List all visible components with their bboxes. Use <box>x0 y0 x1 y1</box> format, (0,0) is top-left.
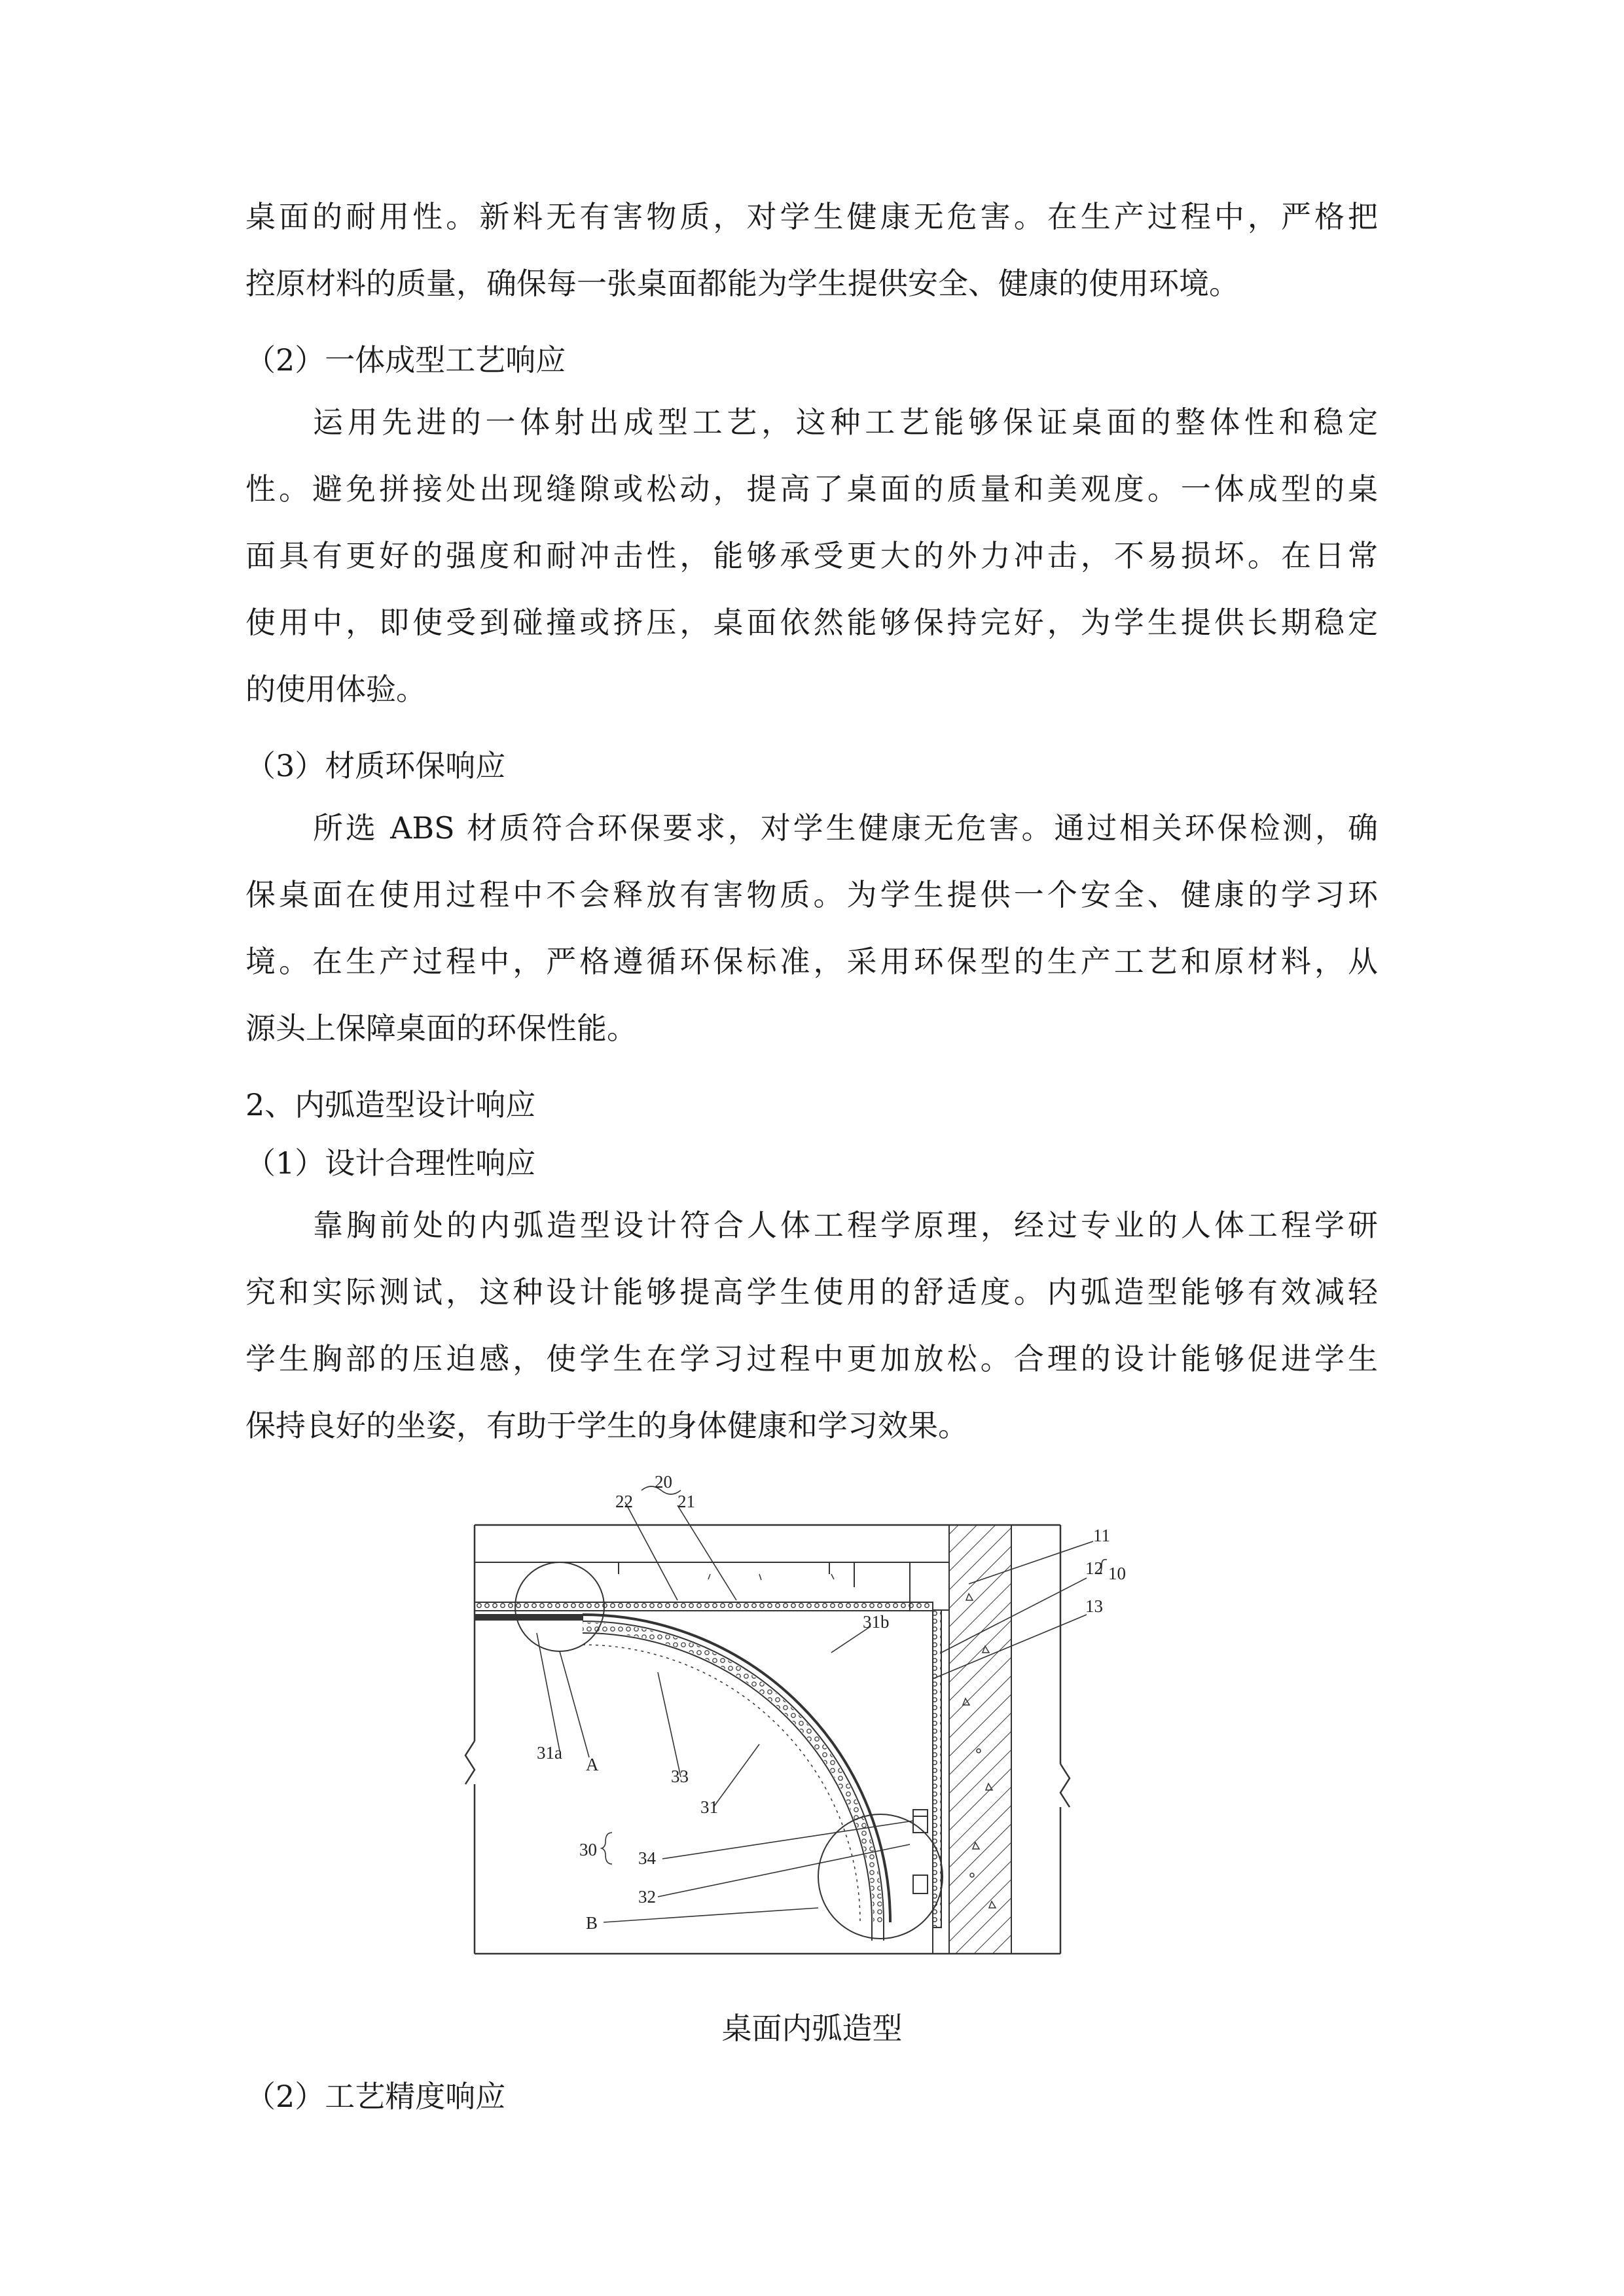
paragraph-3-line-1: 所选 ABS 材质符合环保要求，对学生健康无危害。通过相关环保检测，确 <box>313 810 1378 846</box>
figure-caption: 桌面内弧造型 <box>721 2011 903 2046</box>
label-13: 13 <box>1085 1596 1103 1616</box>
label-20: 20 <box>655 1476 672 1492</box>
paragraph-4-line-3: 学生胸部的压迫感，使学生在学习过程中更加放松。合理的设计能够促进学生 <box>245 1341 1378 1376</box>
paragraph-3-line-2: 保桌面在使用过程中不会释放有害物质。为学生提供一个安全、健康的学习环 <box>245 877 1378 912</box>
desk-edge-31a <box>475 1615 583 1620</box>
label-30: 30 <box>579 1840 597 1859</box>
label-32: 32 <box>638 1887 656 1907</box>
top-board-beaded <box>475 1602 933 1611</box>
label-a: A <box>586 1755 599 1774</box>
label-34: 34 <box>638 1848 656 1868</box>
paragraph-4-line-4: 保持良好的坐姿，有助于学生的身体健康和学习效果。 <box>245 1408 968 1443</box>
label-21: 21 <box>677 1492 695 1511</box>
section-heading-material-eco: （3）材质环保响应 <box>245 748 506 783</box>
label-b: B <box>586 1913 598 1933</box>
paragraph-3-line-4: 源头上保障桌面的环保性能。 <box>245 1011 637 1046</box>
desk-inner-arc-figure <box>452 1476 1132 1973</box>
paragraph-2-line-1: 运用先进的一体射出成型工艺，这种工艺能够保证桌面的整体性和稳定 <box>313 404 1378 440</box>
label-10: 10 <box>1108 1564 1126 1583</box>
label-33: 33 <box>671 1767 689 1786</box>
label-22: 22 <box>615 1492 633 1511</box>
paragraph-4-line-2: 究和实际测试，这种设计能够提高学生使用的舒适度。内弧造型能够有效减轻 <box>245 1274 1378 1310</box>
label-31: 31 <box>700 1797 718 1817</box>
section-heading-design-rationality: （1）设计合理性响应 <box>245 1145 536 1181</box>
paragraph-2-line-4: 使用中，即使受到碰撞或挤压，桌面依然能够保持完好，为学生提供长期稳定 <box>245 605 1378 640</box>
paragraph-4-line-1: 靠胸前处的内弧造型设计符合人体工程学原理，经过专业的人体工程学研 <box>313 1208 1378 1243</box>
wall-inner-layers <box>933 1610 949 1928</box>
label-31b: 31b <box>863 1612 890 1632</box>
paragraph-1-line-1: 桌面的耐用性。新料无有害物质，对学生健康无危害。在生产过程中，严格把 <box>245 199 1378 234</box>
section-heading-integral-molding: （2）一体成型工艺响应 <box>245 342 566 378</box>
paragraph-1-line-2: 控原材料的质量，确保每一张桌面都能为学生提供安全、健康的使用环境。 <box>245 266 1239 301</box>
label-11: 11 <box>1093 1526 1110 1545</box>
paragraph-3-line-3: 境。在生产过程中，严格遵循环保标准，采用环保型的生产工艺和原材料，从 <box>245 944 1378 979</box>
section-heading-process-precision: （2）工艺精度响应 <box>245 2079 506 2114</box>
paragraph-2-line-3: 面具有更好的强度和耐冲击性，能够承受更大的外力冲击，不易损坏。在日常 <box>245 538 1378 573</box>
wall-hatched <box>949 1525 1011 1954</box>
paragraph-2-line-2: 性。避免拼接处出现缝隙或松动，提高了桌面的质量和美观度。一体成型的桌 <box>245 471 1378 507</box>
inner-arc-structure <box>583 1615 890 1922</box>
label-31a: 31a <box>537 1743 562 1763</box>
paragraph-2-line-5: 的使用体验。 <box>245 672 426 707</box>
section-heading-inner-arc: 2、内弧造型设计响应 <box>245 1087 536 1122</box>
label-12: 12 <box>1085 1558 1103 1578</box>
